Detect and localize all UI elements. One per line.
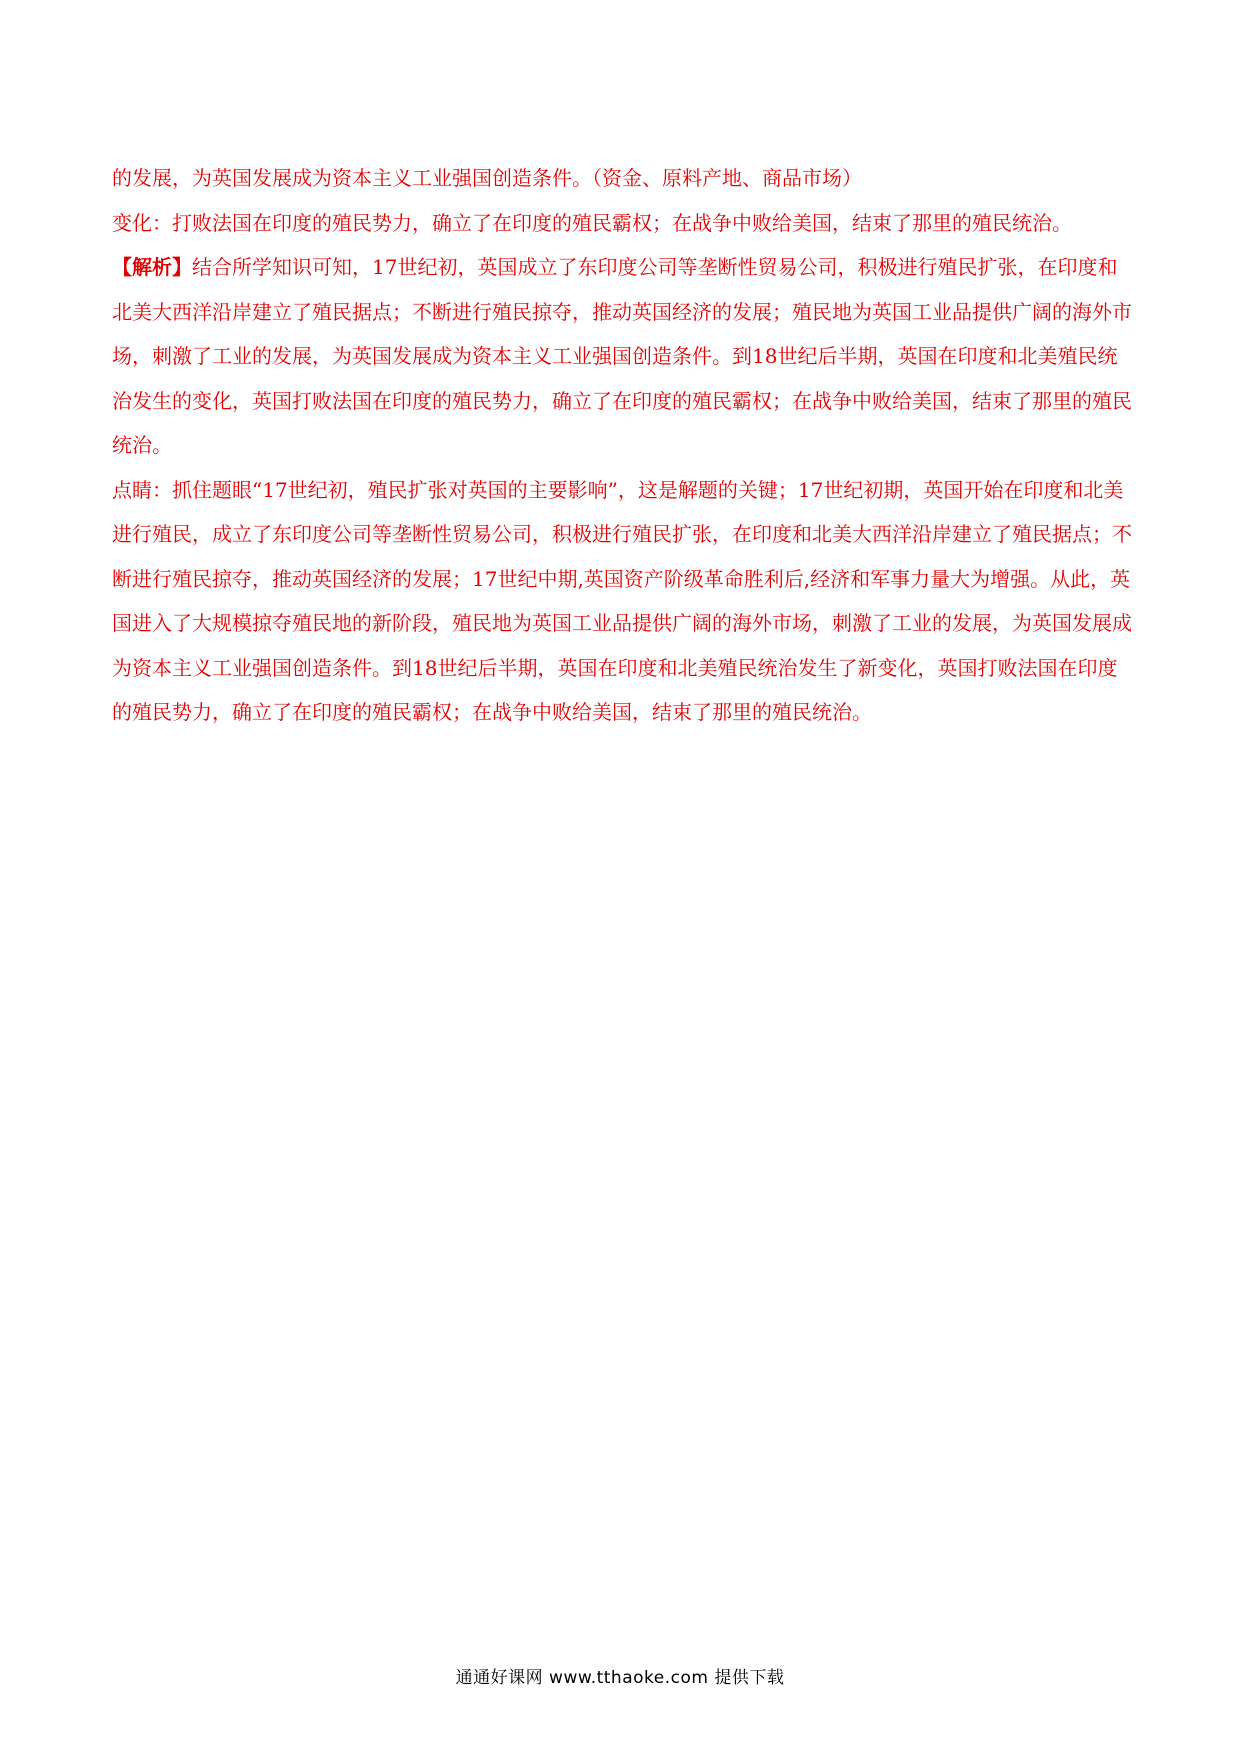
document-body xyxy=(112,156,1132,735)
analysis-text: 结合所学知识可知，17世纪初，英国成立了东印度公司等垄断性贸易公司，积极进行殖民扩张，在印度和北美大西洋沿岸建立了殖民据点；不断进行殖民掠夺，推动英国经济的发展；殖民地为英国工业品提供广阔的海外市场，刺激了工业的发展，为英国发展成为资本主义工业强国创造条件。到18世纪后半期，英国在印度和北美殖民统治发生的变化，英国打败法国在印度的殖民势力，确立了在印度的殖民霸权；在战争中败给美国，结束了那里的殖民统治。 xyxy=(112,255,1132,457)
analysis-tag: 【解析】 xyxy=(112,255,192,279)
key-point-text: 点睛：抓住题眼“17世纪初，殖民扩张对英国的主要影响”，这是解题的关键；17世纪初期，英国开始在印度和北美进行殖民，成立了东印度公司等垄断性贸易公司，积极进行殖民扩张，在印度和北美大西洋沿岸建立了殖民据点；不断进行殖民掠夺，推动英国经济的发展；17世纪中期,英国资产阶级革命胜利后,经济和军事力量大为增强。从此，英国进入了大规模掠夺殖民地的新阶段，殖民地为英国工业品提供广阔的海外市场，刺激了工业的发展，为英国发展成为资本主义工业强国创造条件。到18世纪后半期，英国在印度和北美殖民统治发生了新变化，英国打败法国在印度的殖民势力，确立了在印度的殖民霸权；在战争中败给美国，结束了那里的殖民统治。 xyxy=(112,477,1132,724)
paragraph-1-text: 的发展，为英国发展成为资本主义工业强国创造条件。（资金、原料产地、商品市场） xyxy=(112,166,862,190)
paragraph-key-point xyxy=(112,468,1132,735)
paragraph-2 xyxy=(112,201,1132,246)
footer-text: 通通好课网 www.tthaoke.com 提供下载 xyxy=(455,1668,785,1688)
paragraph-analysis xyxy=(112,245,1132,468)
page-footer xyxy=(0,1663,1240,1688)
paragraph-1 xyxy=(112,156,1132,201)
paragraph-2-text: 变化：打败法国在印度的殖民势力，确立了在印度的殖民霸权；在战争中败给美国，结束了那里的殖民统治。 xyxy=(112,210,1072,235)
